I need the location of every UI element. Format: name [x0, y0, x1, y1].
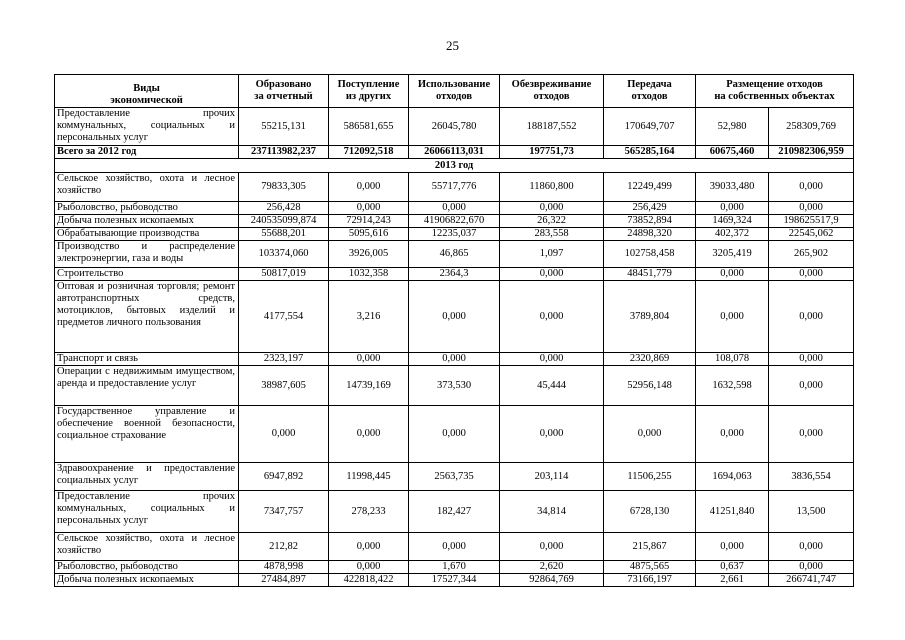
row-value-cell: 3836,554 — [769, 463, 854, 491]
year-row — [55, 159, 854, 173]
row-value-cell: 12235,037 — [409, 228, 500, 241]
table-body — [55, 108, 854, 587]
header-activity-type: Виды экономической — [55, 75, 239, 108]
row-value-cell: 256,428 — [239, 202, 329, 215]
row-value-cell: 24898,320 — [604, 228, 696, 241]
row-value-cell: 14739,169 — [329, 366, 409, 406]
row-value-cell: 6728,130 — [604, 491, 696, 533]
row-value-cell: 565285,164 — [604, 146, 696, 159]
row-activity-name: Оптовая и розничная торговля; ремонт автотранспортных средств, мотоциклов, бытовых изделий и предметов личного пользования — [55, 281, 239, 353]
row-value-cell: 60675,460 — [696, 146, 769, 159]
table-row — [55, 215, 854, 228]
row-value-cell: 4875,565 — [604, 561, 696, 574]
row-value-cell: 11860,800 — [500, 173, 604, 202]
row-value-cell: 26,322 — [500, 215, 604, 228]
row-value-cell: 0,000 — [409, 406, 500, 463]
row-value-cell: 45,444 — [500, 366, 604, 406]
row-value-cell: 102758,458 — [604, 241, 696, 268]
table-row — [55, 268, 854, 281]
row-value-cell: 265,902 — [769, 241, 854, 268]
row-value-cell: 0,000 — [500, 406, 604, 463]
row-value-cell: 0,000 — [409, 533, 500, 561]
row-value-cell: 50817,019 — [239, 268, 329, 281]
row-value-cell: 38987,605 — [239, 366, 329, 406]
row-value-cell: 0,000 — [769, 366, 854, 406]
table-row — [55, 574, 854, 587]
row-value-cell: 0,000 — [769, 202, 854, 215]
row-value-cell: 210982306,959 — [769, 146, 854, 159]
row-value-cell: 22545,062 — [769, 228, 854, 241]
table-row — [55, 173, 854, 202]
row-activity-name: Сельское хозяйство, охота и лесное хозяйство — [55, 173, 239, 202]
row-value-cell: 266741,747 — [769, 574, 854, 587]
row-value-cell: 55688,201 — [239, 228, 329, 241]
row-value-cell: 278,233 — [329, 491, 409, 533]
row-activity-name: Сельское хозяйство, охота и лесное хозяйство — [55, 533, 239, 561]
row-value-cell: 4177,554 — [239, 281, 329, 353]
row-value-cell: 0,000 — [500, 533, 604, 561]
row-activity-name: Здравоохранение и предоставление социальных услуг — [55, 463, 239, 491]
row-value-cell: 215,867 — [604, 533, 696, 561]
waste-table — [54, 74, 854, 587]
row-activity-name: Производство и распределение электроэнергии, газа и воды — [55, 241, 239, 268]
row-value-cell: 0,000 — [500, 202, 604, 215]
row-value-cell: 13,500 — [769, 491, 854, 533]
table-header-row — [55, 75, 854, 108]
row-value-cell: 2,661 — [696, 574, 769, 587]
row-value-cell: 2563,735 — [409, 463, 500, 491]
row-activity-name: Предоставление прочих коммунальных, социальных и персональных услуг — [55, 108, 239, 146]
row-activity-name: Добыча полезных ископаемых — [55, 215, 239, 228]
row-activity-name: Рыболовство, рыбоводство — [55, 202, 239, 215]
row-value-cell: 26066113,031 — [409, 146, 500, 159]
row-value-cell: 0,000 — [500, 268, 604, 281]
row-value-cell: 402,372 — [696, 228, 769, 241]
table-row — [55, 108, 854, 146]
row-value-cell: 1632,598 — [696, 366, 769, 406]
row-value-cell: 0,000 — [500, 353, 604, 366]
row-value-cell: 0,000 — [696, 202, 769, 215]
row-value-cell: 258309,769 — [769, 108, 854, 146]
row-value-cell: 39033,480 — [696, 173, 769, 202]
row-value-cell: 0,000 — [696, 268, 769, 281]
row-value-cell: 3789,804 — [604, 281, 696, 353]
row-value-cell: 79833,305 — [239, 173, 329, 202]
row-value-cell: 41906822,670 — [409, 215, 500, 228]
row-value-cell: 1694,063 — [696, 463, 769, 491]
row-value-cell: 0,000 — [239, 406, 329, 463]
row-value-cell: 46,865 — [409, 241, 500, 268]
row-value-cell: 7347,757 — [239, 491, 329, 533]
row-value-cell: 212,82 — [239, 533, 329, 561]
header-formed: Образовано за отчетный — [239, 75, 329, 108]
total-row — [55, 146, 854, 159]
row-value-cell: 103374,060 — [239, 241, 329, 268]
row-value-cell: 283,558 — [500, 228, 604, 241]
row-value-cell: 0,000 — [329, 202, 409, 215]
row-value-cell: 0,000 — [769, 268, 854, 281]
row-value-cell: 0,000 — [769, 353, 854, 366]
row-value-cell: 1469,324 — [696, 215, 769, 228]
row-value-cell: 188187,552 — [500, 108, 604, 146]
row-value-cell: 2320,869 — [604, 353, 696, 366]
row-value-cell: 197751,73 — [500, 146, 604, 159]
row-value-cell: 373,530 — [409, 366, 500, 406]
row-value-cell: 73852,894 — [604, 215, 696, 228]
row-value-cell: 3926,005 — [329, 241, 409, 268]
table-row — [55, 533, 854, 561]
row-value-cell: 4878,998 — [239, 561, 329, 574]
row-value-cell: 1,670 — [409, 561, 500, 574]
row-value-cell: 3,216 — [329, 281, 409, 353]
row-value-cell: 17527,344 — [409, 574, 500, 587]
year-label: 2013 год — [55, 159, 854, 173]
row-value-cell: 0,000 — [769, 561, 854, 574]
row-activity-name: Предоставление прочих коммунальных, социальных и персональных услуг — [55, 491, 239, 533]
row-value-cell: 0,000 — [769, 406, 854, 463]
row-value-cell: 586581,655 — [329, 108, 409, 146]
row-value-cell: 240535099,874 — [239, 215, 329, 228]
row-value-cell: 203,114 — [500, 463, 604, 491]
row-value-cell: 3205,419 — [696, 241, 769, 268]
row-value-cell: 0,000 — [409, 202, 500, 215]
row-activity-name: Всего за 2012 год — [55, 146, 239, 159]
row-activity-name: Операции с недвижимым имуществом, аренда и предоставление услуг — [55, 366, 239, 406]
table-row — [55, 202, 854, 215]
row-value-cell: 0,000 — [409, 353, 500, 366]
row-value-cell: 108,078 — [696, 353, 769, 366]
row-value-cell: 72914,243 — [329, 215, 409, 228]
row-value-cell: 2,620 — [500, 561, 604, 574]
row-value-cell: 92864,769 — [500, 574, 604, 587]
table-row — [55, 561, 854, 574]
table-row — [55, 491, 854, 533]
row-value-cell: 0,000 — [769, 281, 854, 353]
row-value-cell: 5095,616 — [329, 228, 409, 241]
row-value-cell: 237113982,237 — [239, 146, 329, 159]
row-value-cell: 52956,148 — [604, 366, 696, 406]
row-value-cell: 0,000 — [329, 353, 409, 366]
header-neutralized: Обезвреживание отходов — [500, 75, 604, 108]
row-value-cell: 2323,197 — [239, 353, 329, 366]
row-value-cell: 712092,518 — [329, 146, 409, 159]
row-value-cell: 26045,780 — [409, 108, 500, 146]
header-placement: Размещение отходов на собственных объектах — [696, 75, 854, 108]
row-value-cell: 0,000 — [769, 173, 854, 202]
row-value-cell: 0,000 — [769, 533, 854, 561]
table-row — [55, 463, 854, 491]
row-activity-name: Транспорт и связь — [55, 353, 239, 366]
header-transferred: Передача отходов — [604, 75, 696, 108]
table-row — [55, 406, 854, 463]
row-value-cell: 0,000 — [696, 406, 769, 463]
page-number: 25 — [446, 38, 459, 53]
row-value-cell: 182,427 — [409, 491, 500, 533]
row-value-cell: 11506,255 — [604, 463, 696, 491]
row-value-cell: 12249,499 — [604, 173, 696, 202]
row-value-cell: 0,000 — [329, 173, 409, 202]
row-value-cell: 27484,897 — [239, 574, 329, 587]
row-value-cell: 0,000 — [409, 281, 500, 353]
row-value-cell: 0,000 — [604, 406, 696, 463]
row-value-cell: 0,000 — [329, 561, 409, 574]
row-value-cell: 73166,197 — [604, 574, 696, 587]
row-value-cell: 11998,445 — [329, 463, 409, 491]
row-value-cell: 2364,3 — [409, 268, 500, 281]
table-row — [55, 241, 854, 268]
table-row — [55, 228, 854, 241]
row-value-cell: 52,980 — [696, 108, 769, 146]
row-value-cell: 422818,422 — [329, 574, 409, 587]
row-value-cell: 1032,358 — [329, 268, 409, 281]
row-value-cell: 0,000 — [696, 533, 769, 561]
row-value-cell: 0,000 — [696, 281, 769, 353]
row-activity-name: Добыча полезных ископаемых — [55, 574, 239, 587]
row-value-cell: 55215,131 — [239, 108, 329, 146]
header-received: Поступление из других — [329, 75, 409, 108]
table-row — [55, 353, 854, 366]
row-value-cell: 0,000 — [329, 533, 409, 561]
row-activity-name: Обрабатывающие производства — [55, 228, 239, 241]
row-value-cell: 170649,707 — [604, 108, 696, 146]
row-activity-name: Государственное управление и обеспечение военной безопасности, социальное страхование — [55, 406, 239, 463]
row-value-cell: 41251,840 — [696, 491, 769, 533]
row-value-cell: 55717,776 — [409, 173, 500, 202]
table-row — [55, 366, 854, 406]
row-value-cell: 0,000 — [329, 406, 409, 463]
table-row — [55, 281, 854, 353]
header-used: Использование отходов — [409, 75, 500, 108]
row-value-cell: 0,637 — [696, 561, 769, 574]
row-value-cell: 48451,779 — [604, 268, 696, 281]
row-value-cell: 34,814 — [500, 491, 604, 533]
row-activity-name: Рыболовство, рыбоводство — [55, 561, 239, 574]
row-value-cell: 198625517,9 — [769, 215, 854, 228]
row-value-cell: 6947,892 — [239, 463, 329, 491]
row-value-cell: 0,000 — [500, 281, 604, 353]
row-value-cell: 256,429 — [604, 202, 696, 215]
row-value-cell: 1,097 — [500, 241, 604, 268]
row-activity-name: Строительство — [55, 268, 239, 281]
